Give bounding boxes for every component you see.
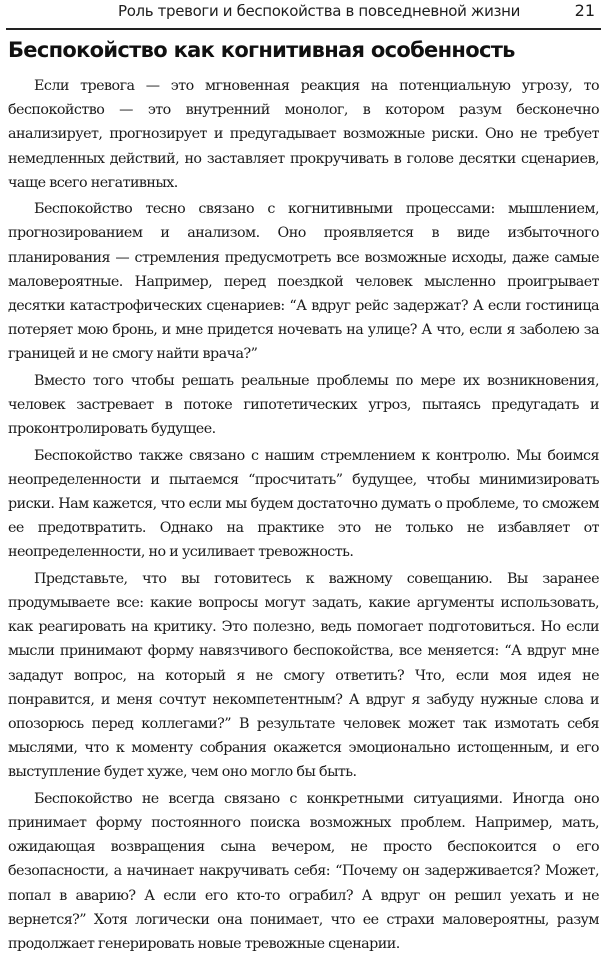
section-heading: Беспокойство как когнитивная особенность xyxy=(8,38,515,62)
paragraph: Беспокойство также связано с нашим стремлением к контролю. Мы боимся неопределенности и пытаемся “просчитать” будущее, чтобы минимизировать риски. Нам кажется, что если мы будем достаточно думать о проблеме, то сможем ее предотвратить. Однако на практике это не только не избавляет от неопределенности, но и усиливает тревожность. xyxy=(8,447,599,561)
paragraph: Вместо того чтобы решать реальные проблемы по мере их возникновения, человек застревает в потоке гипотетических угроз, пытаясь предугадать и проконтролировать будущее. xyxy=(8,372,599,438)
paragraph: Представьте, что вы готовитесь к важному совещанию. Вы заранее продумываете все: какие вопросы могут задать, какие аргументы использовать, как реагировать на критику. Это полезно, ведь помогает подготовиться. Но если мысли принимают форму навязчивого беспокойства, все меняется: “А вдруг мне зададут вопрос, на который я не смогу ответить? Что, если моя идея не понравится, и меня сочтут некомпетентным? А вдруг я забуду нужные слова и опозорюсь перед коллегами?” В результате человек может так измотать себя мыслями, что к моменту собрания окажется эмоционально истощенным, и его выступление будет хуже, чем оно могло бы быть. xyxy=(8,570,599,781)
paragraph: Если тревога — это мгновенная реакция на потенциальную угрозу, то беспокойство — это внутренний монолог, в котором разум бесконечно анализирует, прогнозирует и предугадывает возможные риски. Оно не требует немедленных действий, но заставляет прокручивать в голове десятки сценариев, чаще всего негативных. xyxy=(8,78,599,191)
running-header xyxy=(6,2,601,30)
page-number: 21 xyxy=(574,1,595,20)
running-title: Роль тревоги и беспокойства в повседневной жизни xyxy=(118,2,520,20)
body-text xyxy=(8,74,599,958)
paragraph: Беспокойство тесно связано с когнитивными процессами: мышлением, прогнозированием и анализом. Оно проявляется в виде избыточного планирования — стремления предусмотреть все возможные исходы, даже самые маловероятные. Например, перед поездкой человек мысленно проигрывает десятки катастрофических сценариев: “А вдруг рейс задержат? А если гостиница потеряет мою бронь, и мне придется ночевать на улице? А что, если я заболею за границей и не смогу найти врача?” xyxy=(8,201,599,363)
paragraph: Беспокойство не всегда связано с конкретными ситуациями. Иногда оно принимает форму постоянного поиска возможных проблем. Например, мать, ожидающая возвращения сына вечером, не просто беспокоится о его безопасности, а начинает накручивать себя: “Почему он задерживается? Может, попал в аварию? А если его кто-то ограбил? А вдруг он решил уехать и не вернется?” Хотя логически она понимает, что ее страхи маловероятны, разум продолжает генерировать новые тревожные сценарии. xyxy=(8,790,599,953)
